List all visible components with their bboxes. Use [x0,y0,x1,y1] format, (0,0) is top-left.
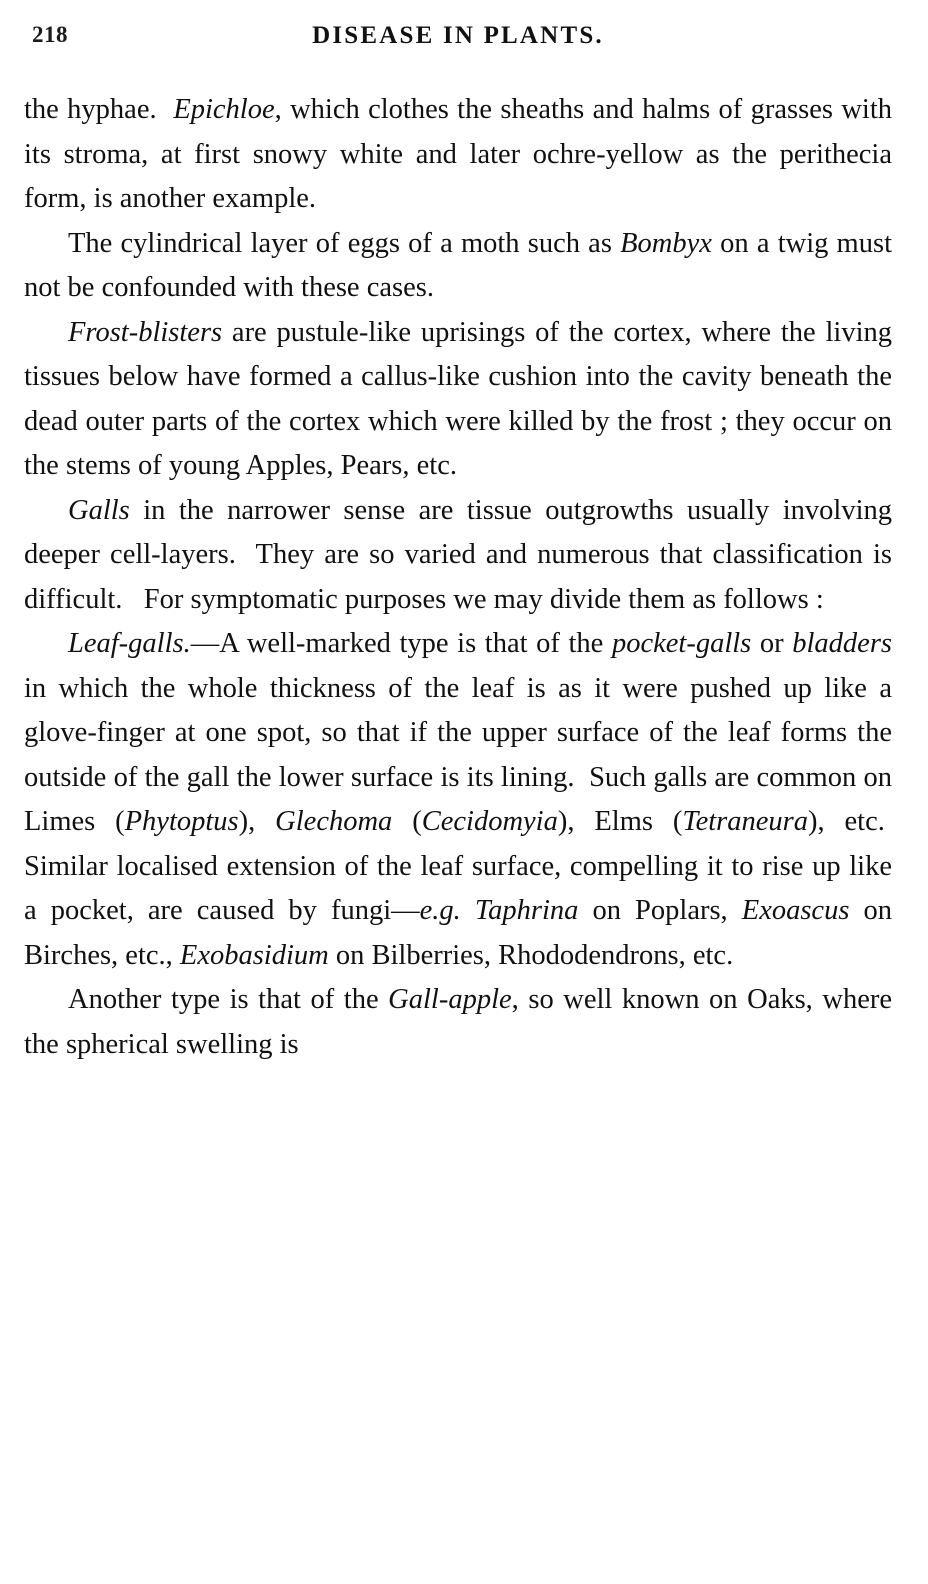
paragraph-epichloe: the hyphae. Epichloe, which clothes the sheaths and halms of grasses with its stroma, at first snowy white and later ochre-yellow as the perithecia form, is another example. [24,94,892,214]
paragraph-gall-apple: Another type is that of the Gall-apple, so well known on Oaks, where the spherical swelling is [24,984,892,1060]
page-title: DISEASE IN PLANTS. [312,22,604,49]
paragraph-galls: Galls in the narrower sense are tissue outgrowths usually involving deeper cell-layers. They are so varied and numerous that classification is difficult. For symptomatic purposes we may divide them as follows : [24,494,892,615]
paragraph-leaf-galls: Leaf-galls.—A well-marked type is that of the pocket-galls or bladders in which the whole thickness of the leaf is as it were pushed up like a glove-finger at one spot, so that if the upper surface of the leaf forms the outside of the gall the lower surface is its lining. Such galls are common on Limes (Phytoptus), Glechoma (Cecidomyia), Elms (Tetraneura), etc. Similar localised extension of the leaf surface, compelling it to rise up like a pocket, are caused by fungi—e.g. Taphrina on Poplars, Exoascus on Birches, etc., Exobasidium on Bilberries, Rhododendrons, etc. [24,628,893,971]
running-head [24,22,892,66]
body-text [24,88,892,1067]
paragraph-bombyx: The cylindrical layer of eggs of a moth such as Bombyx on a twig must not be confounded with these cases. [24,227,892,303]
paragraph-frost-blisters: Frost-blisters are pustule-like uprisings of the cortex, where the living tissues below have formed a callus-like cushion into the cavity beneath the dead outer parts of the cortex which were killed by the frost ; they occur on the stems of young Apples, Pears, etc. [24,316,892,481]
page-number: 218 [32,22,68,47]
